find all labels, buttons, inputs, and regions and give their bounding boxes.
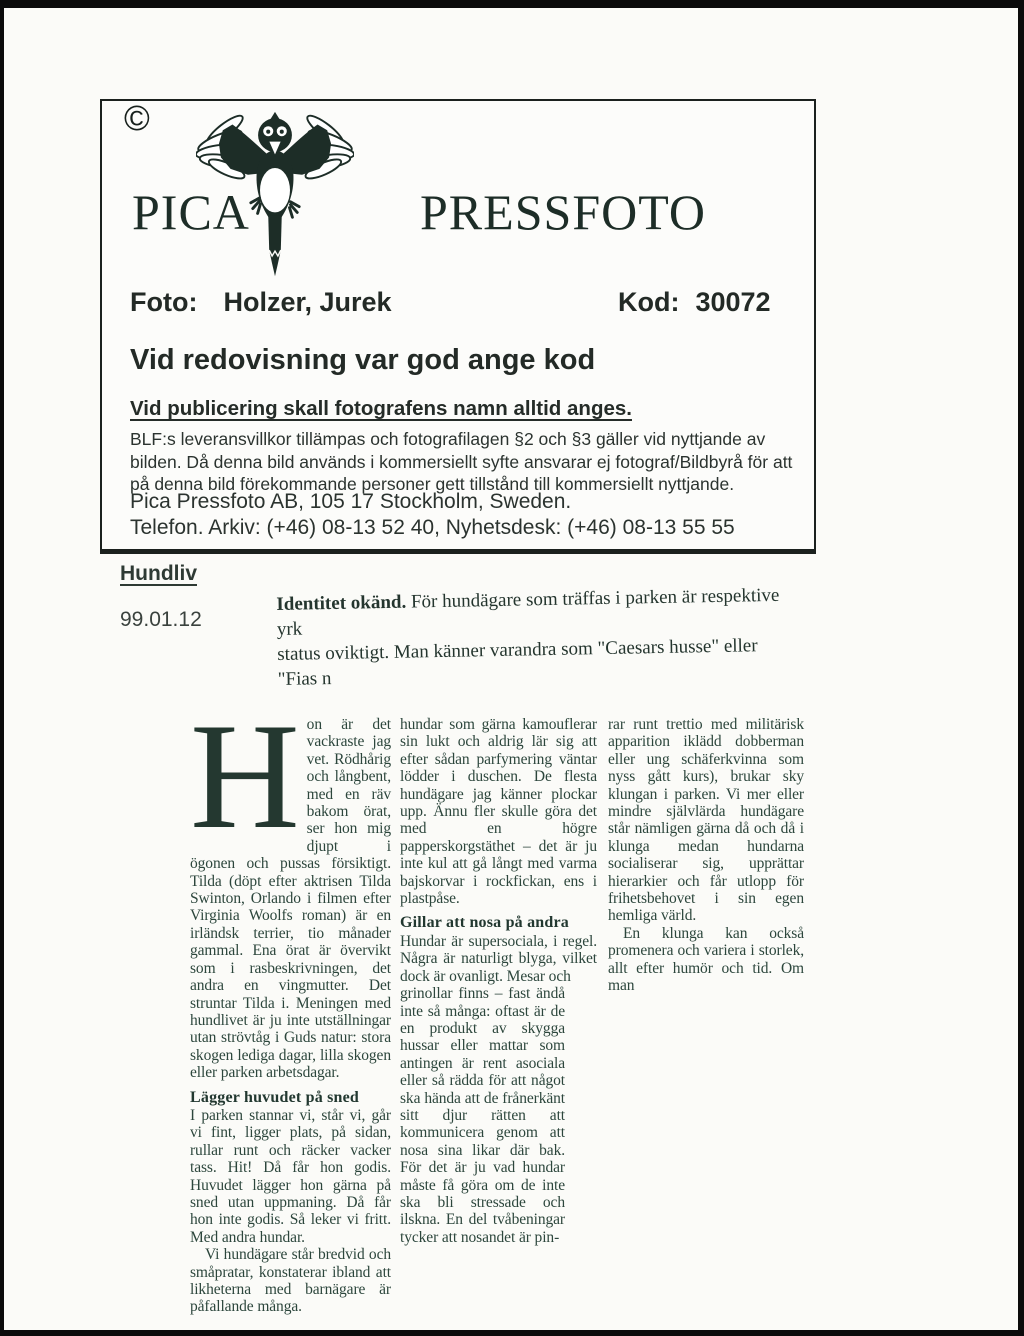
- agency-address: Pica Pressfoto AB, 105 17 Stockholm, Sweden.: [130, 490, 572, 513]
- drop-cap: H: [190, 692, 300, 860]
- kod-group: [618, 287, 771, 318]
- article-subhead: Lägger huvudet på sned: [190, 1088, 360, 1106]
- article-paragraph: I parken stannar vi, står vi, går vi fint, ligger plats, på sidan, rullar runt och räcker vacker tass. Hit! Då får hon godis. Huvudet lägger hon gärna på sned utan uppmaning. Då får hon inte godis. Så leker vi fritt. Med andra hundar.: [190, 1106, 391, 1246]
- kod-label: Kod:: [618, 287, 680, 317]
- photo-caption: [276, 582, 800, 692]
- article-column-2: [400, 716, 597, 1246]
- photo-credit-row: [130, 287, 790, 318]
- article-paragraph: rar runt trettio med militärisk apparition iklädd dobberman eller ung schäferkvinna som nyss gått kurs), brukar sky klungan i parken. Vi mer eller mindre självlärda hundägare står nämligen gärna då och då i klunga medan hundarna socialiserar sig, upprättar hierarkier och får utlopp för frihetsbehovet i sin egen hemliga värld.: [608, 716, 804, 925]
- article-paragraph: Hundar är supersociala, i regel. Några är naturligt blyga, vilket dock är ovanligt. Mesar och: [400, 932, 597, 985]
- info-box: [100, 99, 816, 554]
- article-paragraph: Vi hundägare står bredvid och småpratar, konstaterar ibland att likheterna med barnägare är påfallande många.: [190, 1246, 391, 1316]
- copyright-symbol: ©: [124, 99, 150, 138]
- caption-line: Identitet okänd. För hundägare som träffas i parken är respektive yrk: [276, 584, 780, 641]
- publish-rule: Vid publicering skall fotografens namn alltid anges.: [130, 397, 632, 420]
- article-paragraph: Hon är det vackraste jag vet. Rödhårig och långbent, med en räv bakom örat, ser hon mig djupt i ögonen och pussas försiktigt. Tilda (döpt efter aktrisen Tilda Swinton, Orlando i filmen efter Virginia Woolfs roman) är en irländsk terrier, tio månader gammal. Ena örat är övervikt som i rasbeskrivningen, det andra en vingmutter. Det struntar Tilda i. Meningen med hundlivet är ju inte utställningar utan strövtåg i Guds natur: stora skogen lediga dagar, lilla skogen eller parken arbetsdagar.: [190, 692, 391, 1082]
- caption-bold-lead: Identitet okänd.: [276, 591, 407, 616]
- article-column-3: [608, 716, 804, 995]
- photographer-name: Holzer, Jurek: [223, 287, 392, 317]
- category-heading: Hundliv: [120, 562, 197, 585]
- logo-word-pressfoto: PRESSFOTO: [420, 184, 706, 240]
- legal-text: BLF:s leveransvillkor tillämpas och fotografilagen §2 och §3 gäller vid nyttjande av bilden. Då denna bild används i kommersiellt syfte ansvarar ej fotograf/Bildbyrå för att på denna bild förekommande personer gett tillstånd till kommersiellt nyttjande.: [130, 429, 793, 494]
- photo-date: 99.01.12: [120, 608, 202, 631]
- foto-label: Foto:: [130, 287, 198, 317]
- logo-word-pica: PICA: [132, 184, 250, 240]
- article-subhead: Gillar att nosa på andra: [400, 914, 569, 932]
- photo-code: 30072: [695, 287, 771, 317]
- caption-line: status oviktigt. Man känner varandra som "Caesars husse" eller "Fias n: [277, 635, 758, 691]
- article-paragraph: En klunga kan också promenera och variera i storlek, allt efter humör och tid. Om man: [608, 924, 804, 995]
- code-instruction: Vid redovisning var god ange kod: [130, 344, 596, 376]
- agency-phone: Telefon. Arkiv: (+46) 08-13 52 40, Nyhetsdesk: (+46) 08-13 55 55: [130, 516, 735, 539]
- article-paragraph: grinollar finns – fast ändå inte så många: oftast är de en produkt av skygga hussar eller mattar som antingen är rent asociala eller så rädda för att något ska hända att de frånerkänt sitt djur rätten att kommunicera genom att nosa sina likar där bak. För det är ju vad hundar måste få göra om de inte ska bli stressade och ilskna. En del tvåbeningar tycker att nosandet är pin-: [400, 985, 565, 1246]
- article-column-1: [190, 692, 391, 1316]
- article-paragraph: hundar som gärna kamouflerar sin lukt och aldrig lär sig att efter sådan parfymering väntar lödder i duschen. De flesta hundägare jag känner plockar upp. Ännu fler skulle göra det med en högre papperskorgstäthet – det är ju inte kul att gå långt med varma bajskorvar i rockfickan, ens i plastpåse.: [400, 716, 597, 908]
